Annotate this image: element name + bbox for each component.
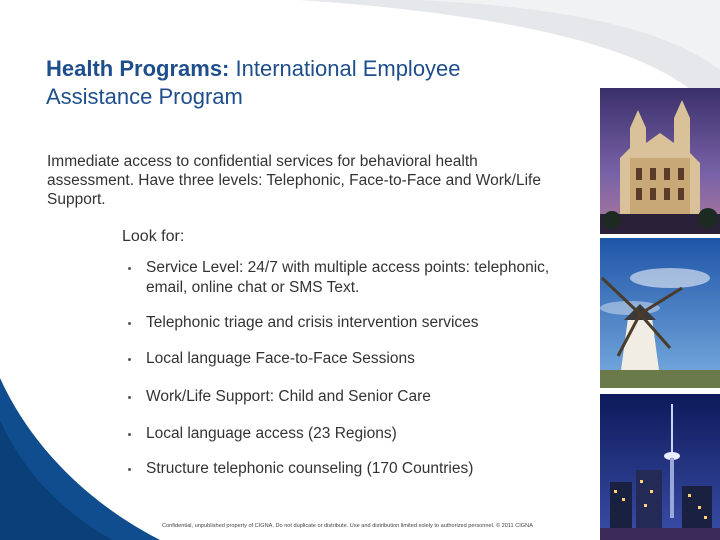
bullet-text: Local language Face-to-Face Sessions <box>146 350 415 367</box>
bullet-dot-icon <box>128 267 131 270</box>
bullet-text: Service Level: 24/7 with multiple access points: telephonic, email, online chat or SMS Text. <box>146 259 550 296</box>
city-tower-night-photo <box>600 394 720 540</box>
slide-title <box>46 55 566 111</box>
bullet-text: Local language access (23 Regions) <box>146 425 397 442</box>
bullet-text: Telephonic triage and crisis intervention services <box>146 314 479 331</box>
look-for-label: Look for: <box>122 228 185 245</box>
bullet-dot-icon <box>128 396 131 399</box>
bullet-text: Work/Life Support: Child and Senior Care <box>146 388 431 405</box>
intro-paragraph: Immediate access to confidential services for behavioral health assessment. Have three levels: Telephonic, Face-to-Face and Work/Life Support. <box>47 153 541 208</box>
title-bold: Health Programs: <box>46 56 230 81</box>
title-rest: International Employee Assistance Program <box>46 56 461 109</box>
gothic-building-photo <box>600 88 720 234</box>
bullet-text: Structure telephonic counseling (170 Countries) <box>146 460 474 477</box>
bullet-dot-icon <box>128 468 131 471</box>
bullet-dot-icon <box>128 322 131 325</box>
bullet-dot-icon <box>128 358 131 361</box>
windmill-photo <box>600 238 720 388</box>
bullet-dot-icon <box>128 433 131 436</box>
photo-strip <box>600 88 720 540</box>
confidential-footer: Confidential, unpublished property of CIGNA. Do not duplicate or distribute. Use and distribution limited solely to authorized personnel. © 2011 CIGNA <box>162 523 533 529</box>
